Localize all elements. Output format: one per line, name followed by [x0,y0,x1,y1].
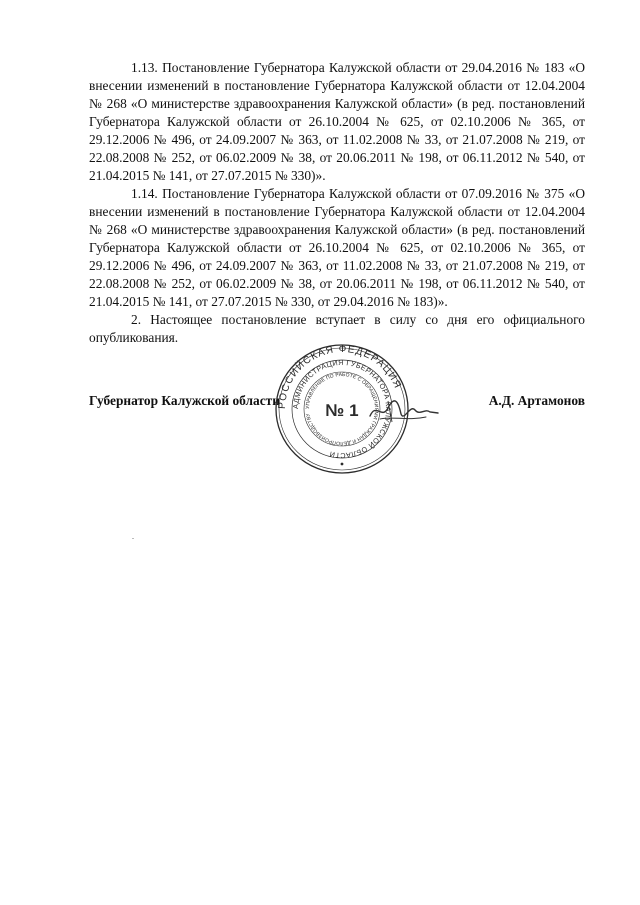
paragraph-1-14: 1.14. Постановление Губернатора Калужской области от 07.09.2016 № 375 «О внесении изменений в постановление Губернатора Калужской области от 12.04.2004 № 268 «О министерстве здравоохранения Калужской области» (в ред. постановлений Губернатора Калужской области от 26.10.2004 № 625, от 02.10.2006 № 365, от 29.12.2006 № 496, от 24.09.2007 № 363, от 11.02.2008 № 33, от 21.07.2008 № 219, от 22.08.2008 № 252, от 06.02.2009 № 38, от 20.06.2011 № 198, от 06.11.2012 № 540, от 21.04.2015 № 141, от 27.07.2015 № 330, от 29.04.2016 № 183)». [89,186,585,309]
signatory-title: Губернатор Калужской области [89,393,280,408]
seal-inner-text: УПРАВЛЕНИЕ ПО РАБОТЕ С ОБРАЩЕНИЯМИ ГРАЖДАН И ДЕЛОПРОИЗВОДСТВУ [304,371,380,447]
document-body [89,59,585,347]
seal-middle-text: АДМИНИСТРАЦИЯ ГУБЕРНАТОРА КАЛУЖСКОЙ ОБЛАСТИ [290,357,394,461]
handwritten-signature-icon [368,396,440,426]
scan-artifact [132,538,134,539]
paragraph-1-13: 1.13. Постановление Губернатора Калужской области от 29.04.2016 № 183 «О внесении изменений в постановление Губернатора Калужской области от 12.04.2004 № 268 «О министерстве здравоохранения Калужской области» (в ред. постановлений Губернатора Калужской области от 26.10.2004 № 625, от 02.10.2006 № 365, от 29.12.2006 № 496, от 24.09.2007 № 363, от 11.02.2008 № 33, от 21.07.2008 № 219, от 22.08.2008 № 252, от 06.02.2009 № 38, от 20.06.2011 № 198, от 06.11.2012 № 540, от 21.04.2015 № 141, от 27.07.2015 № 330)». [89,60,585,183]
signatory-name: А.Д. Артамонов [488,393,585,408]
paragraph-2: 2. Настоящее постановление вступает в силу со дня его официального опубликования. [89,312,585,345]
seal-number: № 1 [325,401,359,420]
seal-outer-text: РОССИЙСКАЯ ФЕДЕРАЦИЯ [276,343,404,410]
